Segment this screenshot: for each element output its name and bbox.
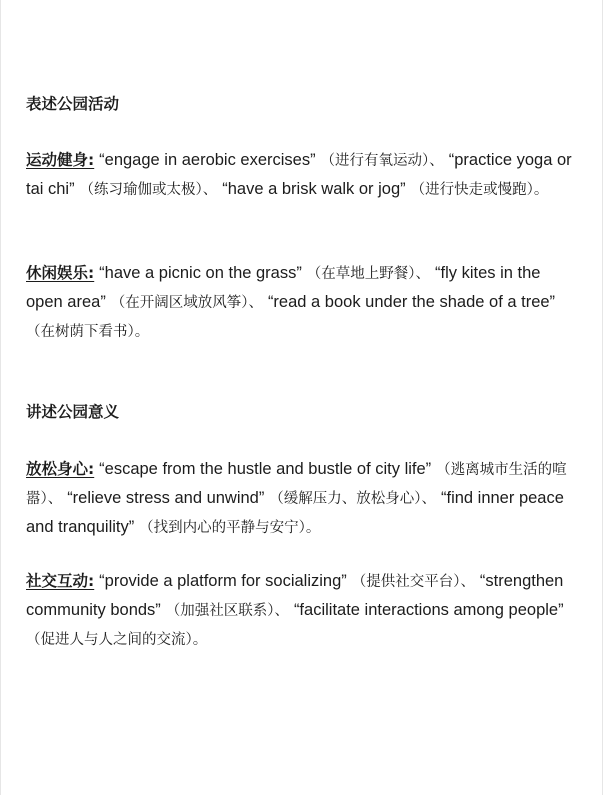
paragraph-leisure bbox=[26, 259, 581, 346]
chinese-gloss: （缓解压力、放松身心）、 bbox=[269, 491, 437, 507]
paragraph-lead-relaxation: 放松身心: bbox=[26, 460, 95, 478]
english-phrase: “escape from the hustle and bustle of city life” bbox=[99, 460, 432, 478]
paragraph-lead-exercise: 运动健身: bbox=[26, 151, 95, 169]
english-phrase: “strengthen community bonds” bbox=[26, 572, 564, 619]
paragraph-lead-social: 社交互动: bbox=[26, 572, 95, 590]
english-phrase: “have a brisk walk or jog” bbox=[222, 180, 406, 198]
chinese-gloss: （在草地上野餐）、 bbox=[306, 266, 431, 282]
chinese-gloss: （加强社区联系）、 bbox=[165, 603, 289, 619]
paragraph-lead-leisure: 休闲娱乐: bbox=[26, 264, 95, 282]
chinese-gloss: （提供社交平台）、 bbox=[351, 574, 475, 590]
english-phrase: “engage in aerobic exercises” bbox=[99, 151, 316, 169]
chinese-gloss: （进行有氧运动）、 bbox=[320, 153, 444, 169]
english-phrase: “facilitate interactions among people” bbox=[293, 601, 564, 619]
chinese-gloss: （逃离城市生活的喧嚣）、 bbox=[26, 462, 567, 507]
english-phrase: “relieve stress and unwind” bbox=[67, 489, 265, 507]
english-phrase: “read a book under the shade of a tree” bbox=[267, 293, 556, 311]
chinese-gloss: （促进人与人之间的交流）。 bbox=[26, 632, 208, 648]
chinese-gloss: （在开阔区域放风筝）、 bbox=[110, 295, 263, 311]
english-phrase: “provide a platform for socializing” bbox=[99, 572, 347, 590]
english-phrase: “find inner peace and tranquility” bbox=[26, 489, 564, 536]
section-title-park-activities: 表述公园活动 bbox=[26, 95, 120, 113]
paragraph-relaxation bbox=[26, 455, 581, 542]
chinese-gloss: （在树荫下看书）。 bbox=[26, 324, 150, 340]
chinese-gloss: （找到内心的平静与安宁）。 bbox=[139, 520, 321, 536]
paragraph-social bbox=[26, 567, 581, 654]
english-phrase: “have a picnic on the grass” bbox=[99, 264, 302, 282]
paragraph-exercise bbox=[26, 146, 581, 204]
english-phrase: “practice yoga or tai chi” bbox=[26, 151, 572, 198]
english-phrase: “fly kites in the open area” bbox=[26, 264, 541, 311]
chinese-gloss: （进行快走或慢跑）。 bbox=[410, 182, 549, 198]
chinese-gloss: （练习瑜伽或太极）、 bbox=[79, 182, 218, 198]
section-title-park-significance: 讲述公园意义 bbox=[26, 403, 120, 421]
